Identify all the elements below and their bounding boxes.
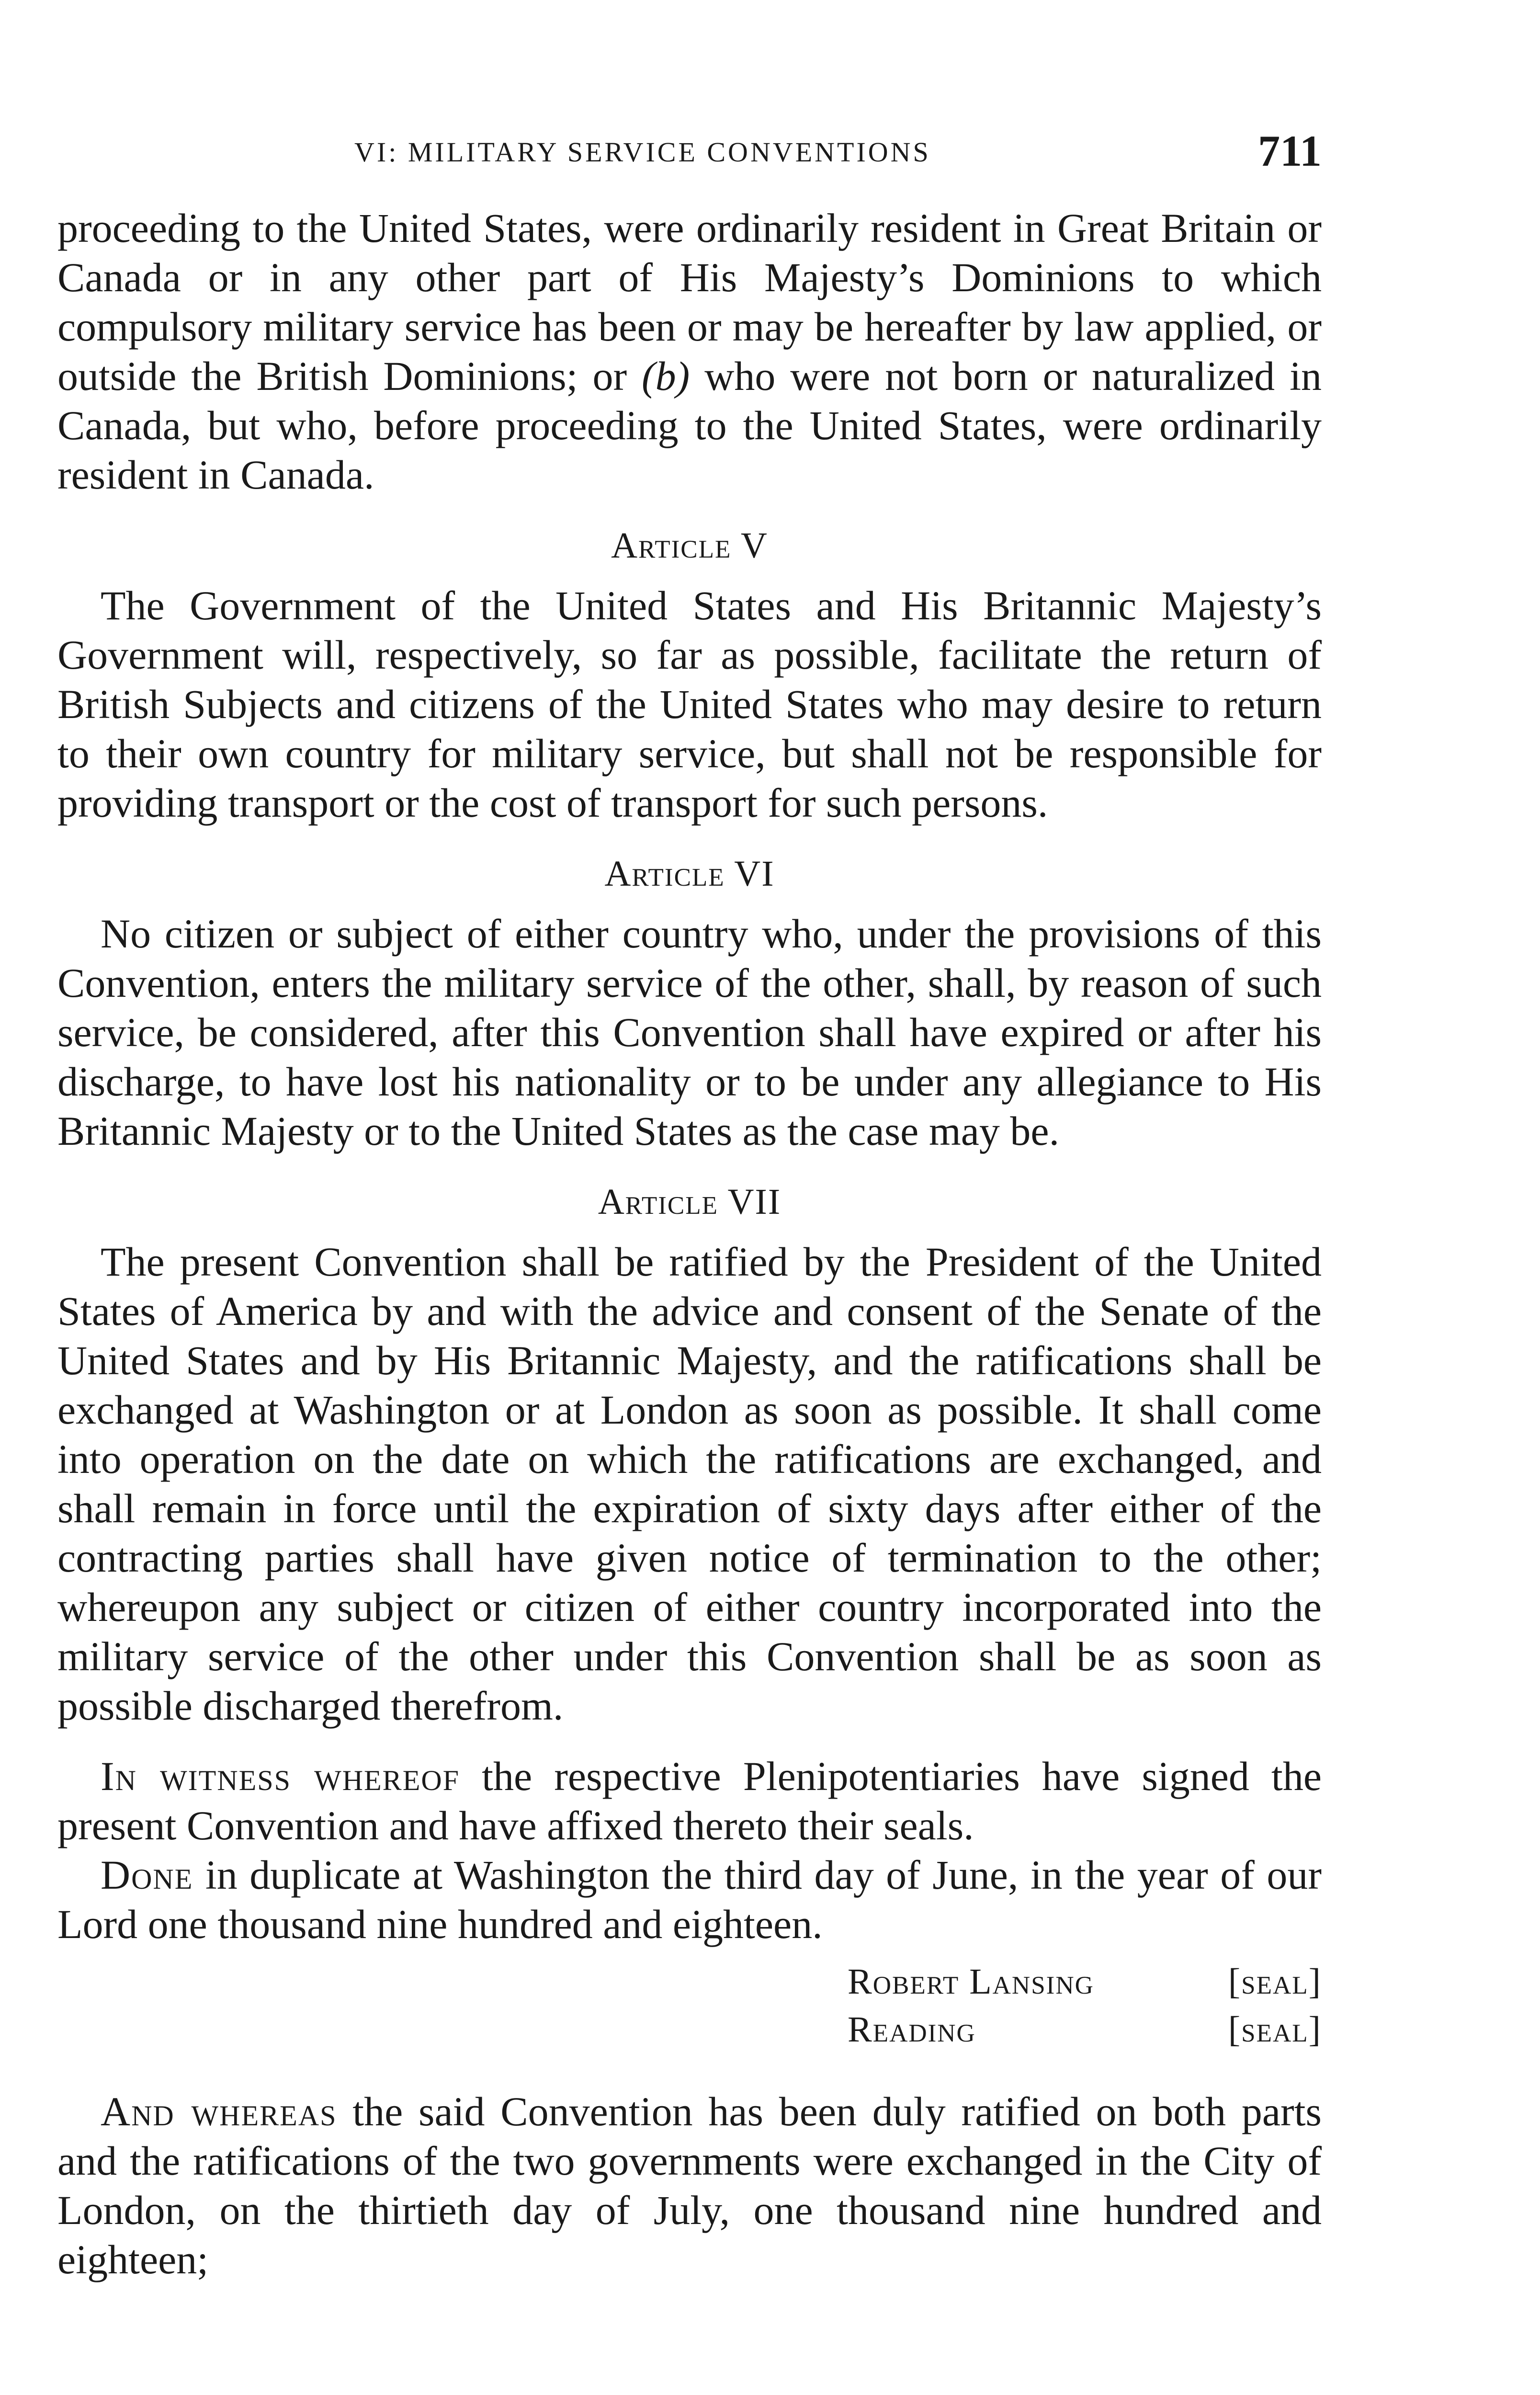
running-head: VI: MILITARY SERVICE CONVENTIONS [354, 137, 931, 168]
signatory-name: Reading [848, 2009, 976, 2050]
signature-row [57, 2006, 1322, 2053]
witness-paragraph [57, 1752, 1322, 1850]
done-lead: Done [101, 1852, 193, 1898]
article-6-heading: Article VI [604, 854, 775, 894]
page-number: 711 [1258, 126, 1322, 175]
whereas-text: the said Convention has been duly ratified on both parts and the ratifications of the two governments were exchanged in the City of London, on the thirtieth day of July, one thousand nine hundred and eighteen; [57, 2088, 1322, 2282]
signature-block [57, 1958, 1322, 2053]
article-5-text: The Government of the United States and His Britannic Majesty’s Government will, respectively, so far as possible, facilitate the return of British Subjects and citizens of the United States who may desire to return to their own country for military service, but shall not be responsible for providing transport or the cost of transport for such persons. [57, 582, 1322, 826]
done-paragraph [57, 1850, 1322, 1949]
witness-text: the respective Plenipotentiaries have signed the present Convention and have affixed thereto their seals. [57, 1753, 1322, 1848]
continued-paragraph [57, 204, 1322, 500]
signatory-name: Robert Lansing [848, 1962, 1094, 2002]
article-7-heading: Article VII [598, 1182, 781, 1222]
article-5-heading: Article V [611, 525, 768, 566]
clause-b-marker: (b) [642, 353, 690, 399]
document-body [57, 204, 1322, 2284]
continued-paragraph-part1: proceeding to the United States, were ordinarily resident in Great Britain or Canada or in any other part of His Majesty’s Dominions to which compulsory military service has been or may be hereafter by law applied, or outside the British Dominions; or [57, 205, 1322, 399]
done-text: in duplicate at Washington the third day of June, in the year of our Lord one thousand nine hundred and eighteen. [57, 1852, 1322, 1947]
page-header [354, 125, 1322, 178]
signature-row [57, 1958, 1322, 2006]
whereas-paragraph [57, 2087, 1322, 2284]
article-7-text: The present Convention shall be ratified by the President of the United States of America by and with the advice and consent of the Senate of the United States and by His Britannic Majesty, and the ratifications shall be exchanged at Washington or at London as soon as possible. It shall come into operation on the date on which the ratifications are exchanged, and shall remain in force until the expiration of sixty days after either of the contracting parties shall have given notice of termination to the other; whereupon any subject or citizen of either country incorporated into the military service of the other under this Convention shall be as soon as possible discharged therefrom. [57, 1239, 1322, 1729]
seal-mark: [seal] [1228, 2009, 1322, 2050]
witness-lead: In witness whereof [101, 1753, 460, 1799]
article-6-text: No citizen or subject of either country who, under the provisions of this Convention, enters the military service of the other, shall, by reason of such service, be considered, after this Convention shall have expired or after his discharge, to have lost his nationality or to be under any allegiance to His Britannic Majesty or to the United States as the case may be. [57, 911, 1322, 1154]
whereas-lead: And whereas [101, 2088, 337, 2134]
continued-paragraph-part2: who were not born or naturalized in Canada, but who, before proceeding to the United States, were ordinarily resident in Canada. [57, 353, 1322, 498]
seal-mark: [seal] [1228, 1962, 1322, 2002]
